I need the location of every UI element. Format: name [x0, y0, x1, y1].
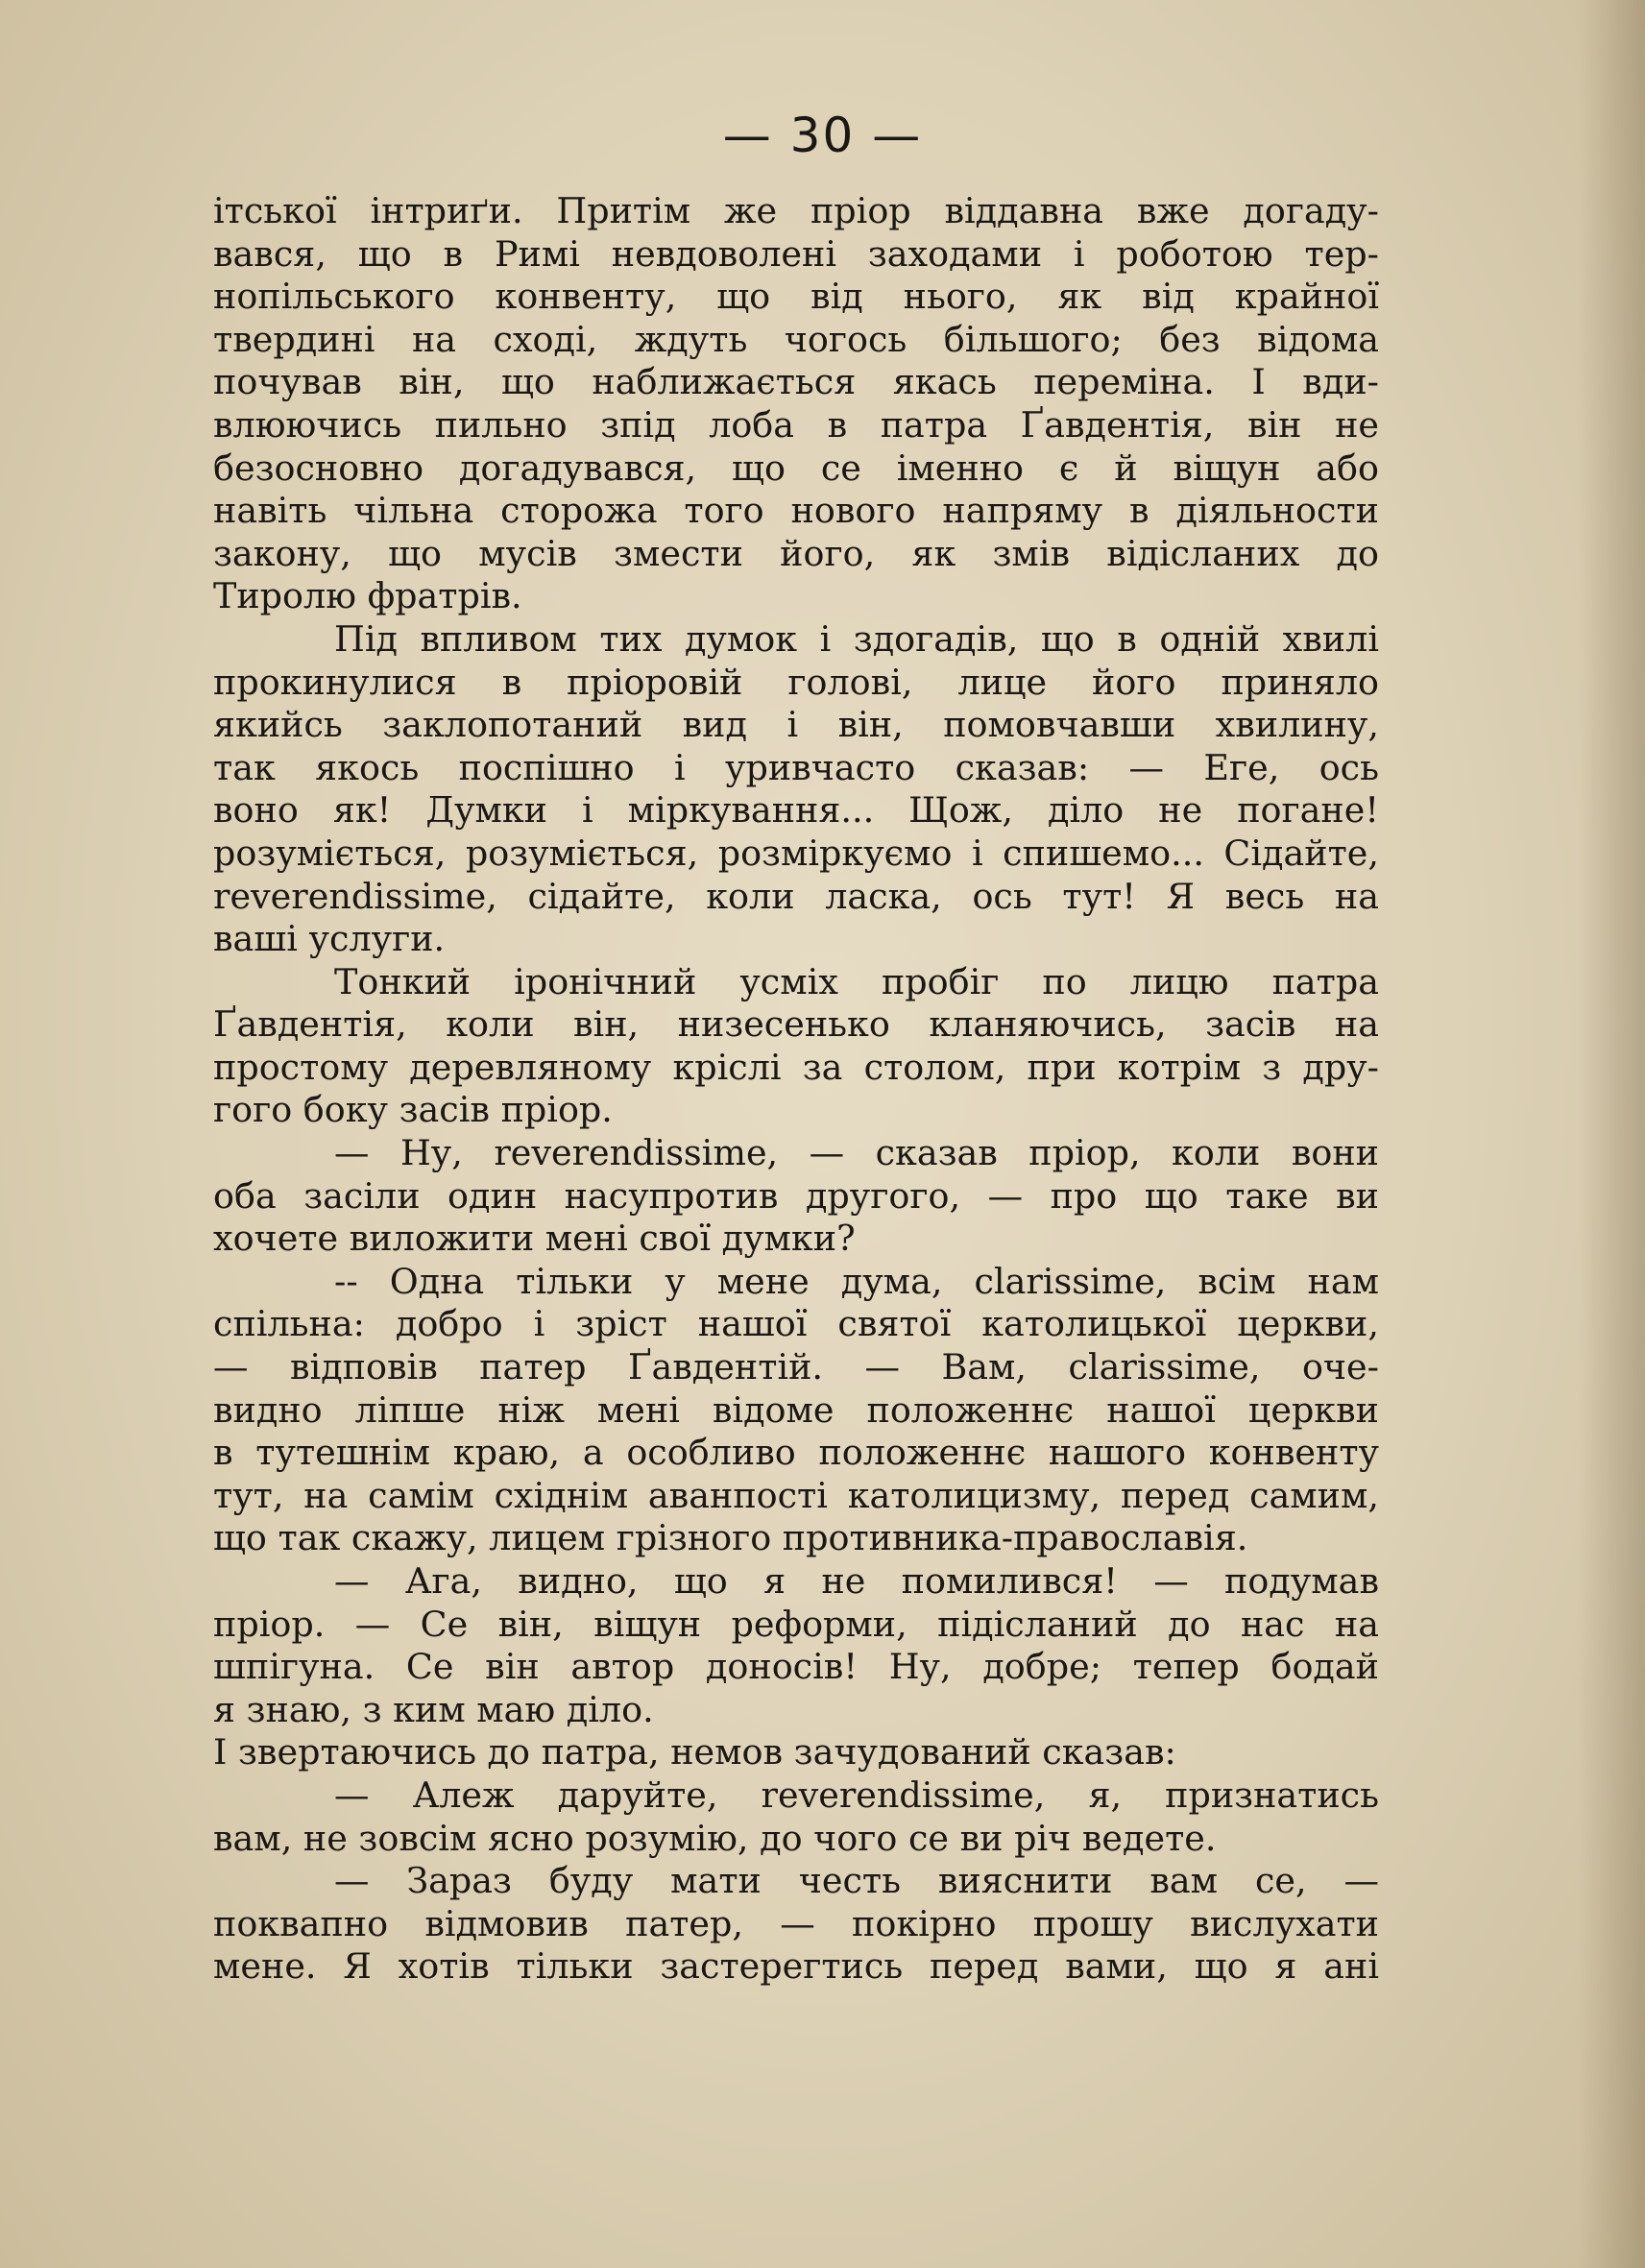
page-edge-shadow [1578, 0, 1645, 2268]
text-line: хочете виложити мені свої думки? [213, 1218, 856, 1260]
text-line: І звертаючись до патра, немов зачудований сказав: [213, 1731, 1176, 1773]
text-line: — Ну, reverendissime, — сказав пріор, коли вони [334, 1132, 1379, 1174]
page-number: — 30 — [722, 108, 923, 163]
text-line: воно як! Думки і міркування... Щож, діло не погане! [213, 789, 1379, 832]
text-line: що так скажу, лицем грізного противника-православія. [213, 1517, 1248, 1559]
text-line: влюючись пильно зпід лоба в патра Ґавдентія, він не [213, 403, 1379, 446]
text-line: — Ага, видно, що я не помилився! — подумав [334, 1560, 1379, 1602]
text-line: простому деревляному кріслі за столом, при котрім з дру- [213, 1046, 1379, 1088]
text-line: — Алеж даруйте, reverendissime, я, признатись [334, 1773, 1379, 1816]
text-line: пріор. — Се він, віщун реформи, підісланий до нас на [213, 1603, 1379, 1645]
text-line: видно ліпше ніж мені відоме положеннє нашої церкви [213, 1388, 1379, 1431]
text-line: в тутешнім краю, а особливо положеннє нашого конвенту [213, 1432, 1379, 1474]
text-line: прокинулися в пріоровій голові, лице його приняло [213, 661, 1379, 703]
text-line: ітської інтриґи. Притім же пріор віддавна вже догаду- [213, 190, 1379, 231]
text-line: гого боку засів пріор. [213, 1089, 613, 1131]
text-line: — відповів патер Ґавдентій. — Вам, clarissime, оче- [213, 1346, 1379, 1388]
text-line: я знаю, з ким маю діло. [213, 1688, 654, 1730]
text-line: тут, на самім східнім аванпості католицизму, перед самим, [213, 1474, 1379, 1516]
text-line: оба засіли один насупротив другого, — про що таке ви [213, 1174, 1379, 1217]
text-line: почував він, що наближається якась переміна. І вди- [213, 361, 1379, 403]
text-line: Під впливом тих думок і здогадів, що в одній хвилі [334, 617, 1379, 660]
text-line: Тонкий іронічний усміх пробіг по лицю патра [334, 960, 1379, 1002]
text-line: безосновно догадувався, що се іменно є й віщун або [213, 446, 1379, 489]
text-line: reverendissime, сідайте, коли ласка, ось тут! Я весь на [213, 875, 1379, 917]
text-line: нопільського конвенту, що від нього, як від крайної [213, 276, 1379, 318]
text-line: вався, що в Римі невдоволені заходами і роботою тер- [213, 232, 1379, 275]
text-line: мене. Я хотів тільки застерегтись перед вами, що я ані [213, 1945, 1379, 1988]
text-line: навіть чільна сторожа того нового напряму в діяльности [213, 490, 1379, 532]
text-line: спільна: добро і зріст нашої святої католицької церкви, [213, 1303, 1379, 1345]
text-line: поквапно відмовив патер, — покірно прошу вислухати [213, 1902, 1379, 1944]
body-text [213, 190, 1379, 1989]
text-line: Тиролю фратрів. [213, 575, 522, 617]
text-line: закону, що мусів змести його, як змів відісланих до [213, 532, 1379, 574]
text-line: так якось поспішно і уривчасто сказав: — Еге, ось [213, 746, 1379, 788]
text-line: -- Одна тільки у мене дума, clarissime, всім нам [334, 1260, 1379, 1302]
text-line: — Зараз буду мати честь вияснити вам се, — [334, 1860, 1379, 1902]
text-line: шпігуна. Се він автор доносів! Ну, добре; тепер бодай [213, 1646, 1379, 1688]
text-line: вам, не зовсім ясно розумію, до чого се ви річ ведете. [213, 1817, 1217, 1859]
text-line: розуміється, розуміється, розміркуємо і спишемо... Сідайте, [213, 832, 1379, 874]
text-line: твердині на сході, ждуть чогось більшого; без відома [213, 318, 1379, 360]
text-line: ваші услуги. [213, 918, 446, 960]
text-line: якийсь заклопотаний вид і він, помовчавши хвилину, [213, 704, 1379, 746]
text-line: Ґавдентія, коли він, низесенько кланяючись, засів на [213, 1003, 1379, 1046]
